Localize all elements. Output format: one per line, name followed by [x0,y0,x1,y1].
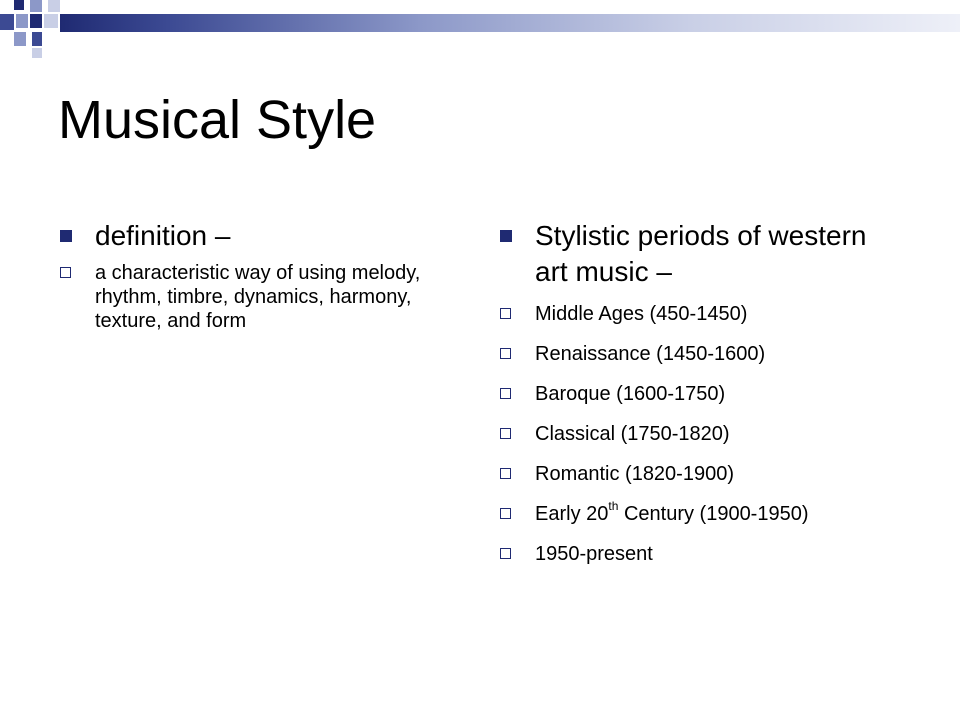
hollow-square-bullet-icon [500,388,511,399]
hollow-square-bullet-icon [60,267,71,278]
decor-gradient-stripe [60,14,960,32]
top-decoration [0,0,960,60]
hollow-square-bullet-icon [500,508,511,519]
hollow-square-bullet-icon [500,428,511,439]
list-item-text: Romantic (1820-1900) [535,463,734,485]
bullet-text: definition – [95,220,231,251]
hollow-square-bullet-icon [500,348,511,359]
list-item-text: Classical (1750-1820) [535,423,730,445]
list-item [498,462,898,486]
decor-square-9 [32,32,42,46]
list-item [58,261,458,333]
list-item [498,342,898,366]
early-20th-suffix: Century (1900-1950) [618,503,809,525]
hollow-square-bullet-icon [500,308,511,319]
decor-square-5 [16,14,28,28]
periods-sub-list [498,302,898,566]
decor-square-4 [0,14,14,30]
decor-square-7 [44,14,58,28]
square-bullet-icon [500,230,512,242]
hollow-square-bullet-icon [500,468,511,479]
bullet-definition [58,218,458,253]
early-20th-prefix: Early 20 [535,503,609,525]
list-item [498,302,898,326]
list-item-text: 1950-present [535,543,653,565]
early-20th-superscript: th [608,499,619,514]
bullet-text: Stylistic periods of western art music – [535,220,867,287]
list-item-text: Baroque (1600-1750) [535,383,726,405]
bullet-stylistic-periods [498,218,898,290]
list-item-text: Renaissance (1450-1600) [535,343,766,365]
decor-square-1 [14,0,24,10]
right-column [498,218,898,582]
list-item [498,382,898,406]
list-item-text: Middle Ages (450-1450) [535,303,748,325]
decor-square-2 [30,0,42,12]
slide-title: Musical Style [58,90,377,150]
definition-sub-list [58,261,458,333]
list-item [498,422,898,446]
decor-square-6 [30,14,42,28]
list-item [498,499,898,526]
list-item [498,542,898,566]
list-item-text: a characteristic way of using melody, rhythm, timbre, dynamics, harmony, texture, and form [95,262,421,332]
hollow-square-bullet-icon [500,548,511,559]
square-bullet-icon [60,230,72,242]
decor-square-3 [48,0,60,12]
decor-square-8 [14,32,26,46]
left-column [58,218,458,333]
decor-square-10 [32,48,42,58]
list-item-text [535,499,809,525]
